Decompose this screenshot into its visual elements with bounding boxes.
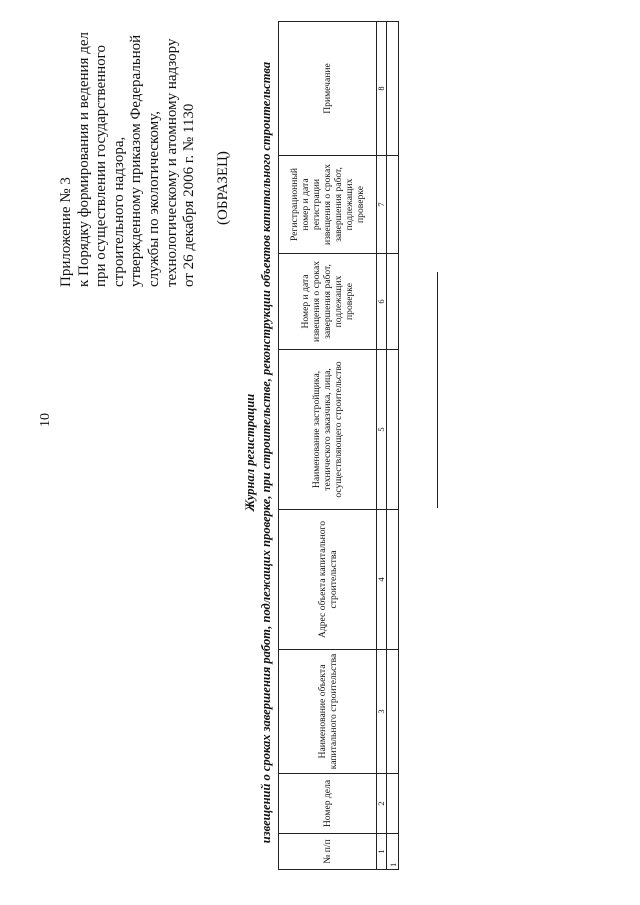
table-row (387, 22, 399, 870)
table-header-row (279, 22, 377, 870)
row-number-cell: 1 (387, 834, 399, 870)
column-number-cell: 4 (377, 510, 387, 650)
table-cell (387, 774, 399, 834)
page-number: 10 (38, 413, 53, 427)
header-cell: Примечание (279, 22, 377, 156)
journal-subtitle: извещений о сроках завершения работ, подлежащих проверке, при строительстве, реконструкции объектов капитального строительства (259, 61, 273, 844)
appendix-line: службы по экологическому, (145, 111, 162, 287)
header-cell: Номер и дата извещения о сроках завершения работ, подлежащих проверке (279, 254, 377, 350)
column-number-cell: 1 (377, 834, 387, 870)
header-cell: Регистрационный номер и дата регистрации извещения о сроках завершения работ, подлежащих проверке (279, 156, 377, 254)
appendix-line: при осуществлении государственного (93, 45, 110, 287)
column-number-cell: 8 (377, 22, 387, 156)
appendix-line: строительного надзора, (110, 136, 127, 287)
appendix-line: технологическому и атомному надзору (163, 38, 180, 287)
column-number-row (377, 22, 387, 870)
header-cell: Наименование застройщика, технического заказчика, лица, осуществляющего строительство (279, 350, 377, 510)
column-number-cell: 7 (377, 156, 387, 254)
appendix-line: от 26 декабря 2006 г. № 1130 (181, 103, 198, 287)
table-cell (387, 254, 399, 350)
table-cell (387, 22, 399, 156)
column-number-cell: 3 (377, 650, 387, 774)
column-number-cell: 2 (377, 774, 387, 834)
table-cell (387, 350, 399, 510)
appendix-block (58, 32, 199, 287)
journal-title: Журнал регистрации (243, 393, 257, 512)
separator-line (437, 272, 438, 508)
appendix-line: к Порядку формирования и ведения дел (75, 32, 92, 287)
column-number-cell: 5 (377, 350, 387, 510)
appendix-line: Приложение № 3 (58, 177, 74, 287)
sample-label: (ОБРАЗЕЦ) (215, 151, 231, 225)
column-number-cell: 6 (377, 254, 387, 350)
appendix-line: утвержденному приказом Федеральной (128, 34, 145, 287)
table-cell (387, 156, 399, 254)
table-cell (387, 650, 399, 774)
table-cell (387, 510, 399, 650)
header-cell: № п/п (279, 834, 377, 870)
header-cell: Наименование объекта капитального строительства (279, 650, 377, 774)
header-cell: Номер дела (279, 774, 377, 834)
registration-table (278, 21, 399, 870)
journal-heading (242, 0, 274, 905)
header-cell: Адрес объекта капитального строительства (279, 510, 377, 650)
